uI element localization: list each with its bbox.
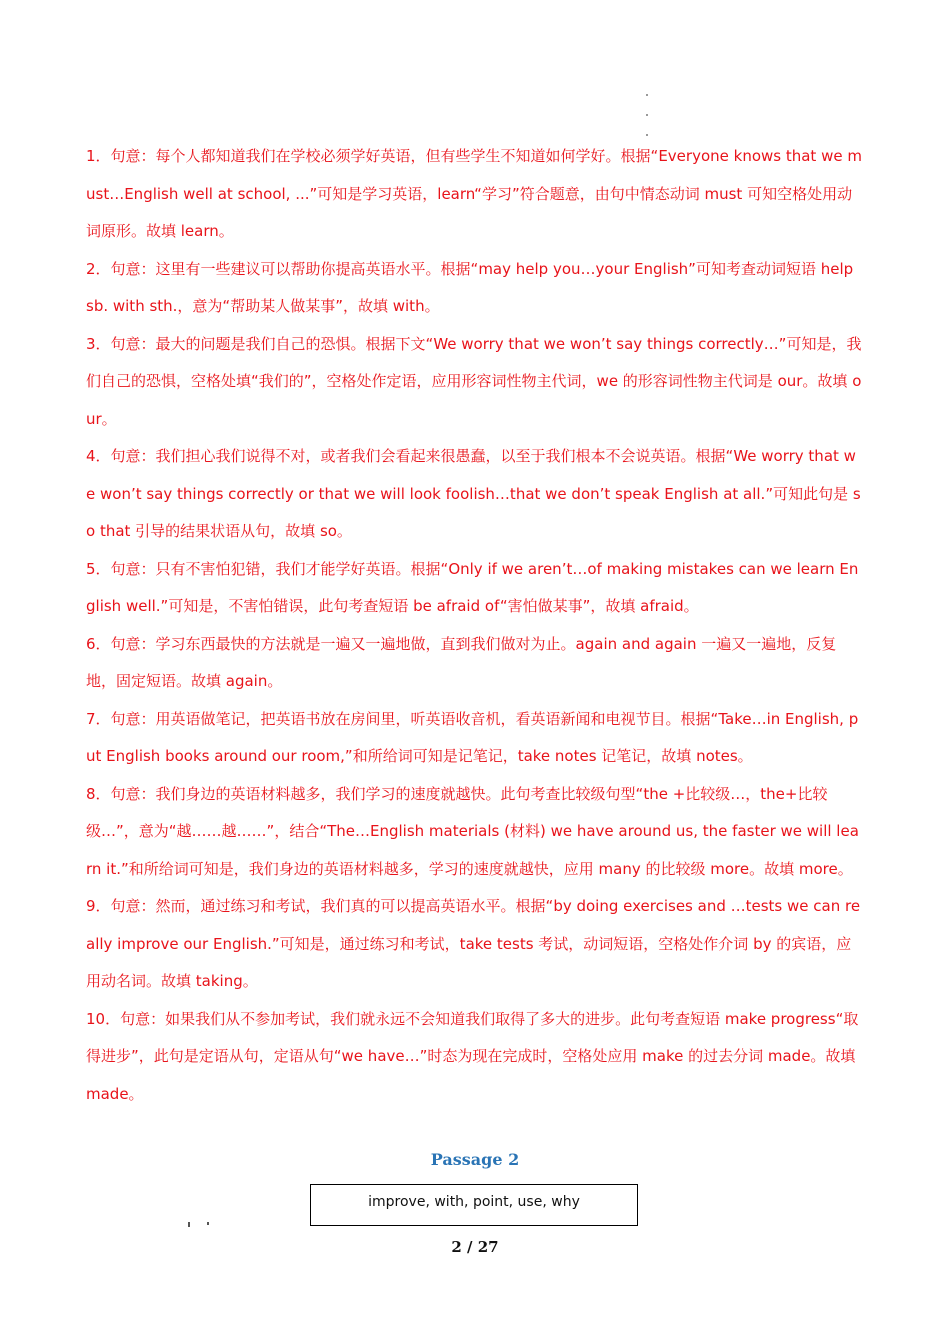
answer-explanations [86,138,864,1113]
scan-artifact-dots [644,94,650,140]
answer-paragraph-9: 9．句意：然而，通过练习和考试，我们真的可以提高英语水平。根据“by doing exercises and …tests we can really improve our English.”可知是，通过练习和考试，take tests 考试，动词短语，空格处作介词 by 的宾语，应用动名词。故填 taking。 [86,897,861,990]
word-bank-box [310,1184,638,1226]
answer-paragraph-6: 6．句意：学习东西最快的方法就是一遍又一遍地做，直到我们做对为止。again and again 一遍又一遍地，反复地，固定短语。故填 again。 [86,634,837,690]
answer-paragraph-3: 3．句意：最大的问题是我们自己的恐惧。根据下文“We worry that we won’t say things correctly…”可知是，我们自己的恐惧，空格处填“我们的”，空格处作定语，应用形容词性物主代词，we 的形容词性物主代词是 our。故填 our。 [86,334,862,428]
passage-title: Passage 2 [430,1150,520,1169]
answer-paragraph-10: 10．句意：如果我们从不参加考试，我们就永远不会知道我们取得了多大的进步。此句考查短语 make progress“取得进步”，此句是定语从句，定语从句“we have…”时态为现在完成时，空格处应用 make 的过去分词 made。故填 made。 [86,1009,859,1103]
answer-paragraph-7: 7．句意：用英语做笔记，把英语书放在房间里，听英语收音机，看英语新闻和电视节目。根据“Take…in English, put English books around our room,”和所给词可知是记笔记，take notes 记笔记，故填 notes。 [86,709,859,765]
answer-paragraph-5: 5．句意：只有不害怕犯错，我们才能学好英语。根据“Only if we aren’t…of making mistakes can we learn English well.”可知是，不害怕错误，此句考查短语 be afraid of“害怕做某事”，故填 afraid。 [86,559,859,615]
word-bank-text: improve, with, point, use, why [368,1194,580,1210]
scan-artifact-marks [188,1220,212,1230]
answer-paragraph-4: 4．句意：我们担心我们说得不对，或者我们会看起来很愚蠢，以至于我们根本不会说英语。根据“We worry that we won’t say things correctly or that we will look foolish…that we don’t speak English at all.”可知此句是 so that 引导的结果状语从句，故填 so。 [86,447,861,540]
page-number: 2 / 27 [451,1238,499,1256]
answer-paragraph-2: 2．句意：这里有一些建议可以帮助你提高英语水平。根据“may help you…your English”可知考查动词短语 help sb. with sth.，意为“帮助某人做某事”，故填 with。 [86,259,854,315]
answer-paragraph-1: 1．句意：每个人都知道我们在学校必须学好英语，但有些学生不知道如何学好。根据“Everyone knows that we must…English well at school, ...”可知是学习英语，learn“学习”符合题意，由句中情态动词 must 可知空格处用动词原形。故填 learn。 [86,147,862,240]
answer-paragraph-8: 8．句意：我们身边的英语材料越多，我们学习的速度就越快。此句考查比较级句型“the +比较级…，the+比较级…”，意为“越……越……”，结合“The…English materials (材料) we have around us, the faster we will learn it.”和所给词可知是，我们身边的英语材料越多，学习的速度就越快，应用 many 的比较级 more。故填 more。 [86,784,859,878]
